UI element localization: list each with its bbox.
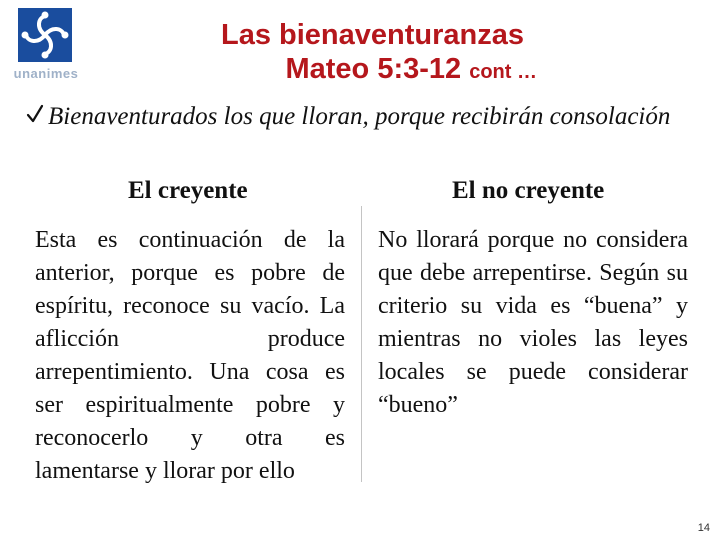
title-continued: cont … <box>469 61 537 83</box>
believer-heading: El creyente <box>128 177 248 204</box>
non-believer-text: No llorará porque no considera que debe arrepentirse. Según su criterio su vida es “buena” y mientras no violes las leyes locales se puede considerar “bueno” <box>378 227 688 418</box>
slide-title <box>200 18 545 89</box>
believer-text: Esta es continuación de la anterior, porque es pobre de espíritu, reconoce su vacío. La aflicción produce arrepentimiento. Una cosa es ser espiritualmente pobre y reconocerlo y otra es lamentarse y llorar por ello <box>35 227 345 484</box>
page-number: 14 <box>697 522 710 534</box>
title-line-1: Las bienaventuranzas <box>221 19 524 51</box>
non-believer-heading: El no creyente <box>452 177 605 204</box>
title-line-2 <box>200 52 545 89</box>
beatitude-point <box>26 100 696 133</box>
logo-icon <box>18 8 72 62</box>
logo-text: unanimes <box>13 66 79 81</box>
beatitude-text: Bienaventurados los que lloran, porque recibirán consolación <box>48 103 671 130</box>
logo <box>10 8 79 88</box>
column-divider <box>361 206 362 482</box>
check-icon <box>26 100 44 128</box>
title-reference: Mateo 5:3-12 <box>285 53 462 85</box>
